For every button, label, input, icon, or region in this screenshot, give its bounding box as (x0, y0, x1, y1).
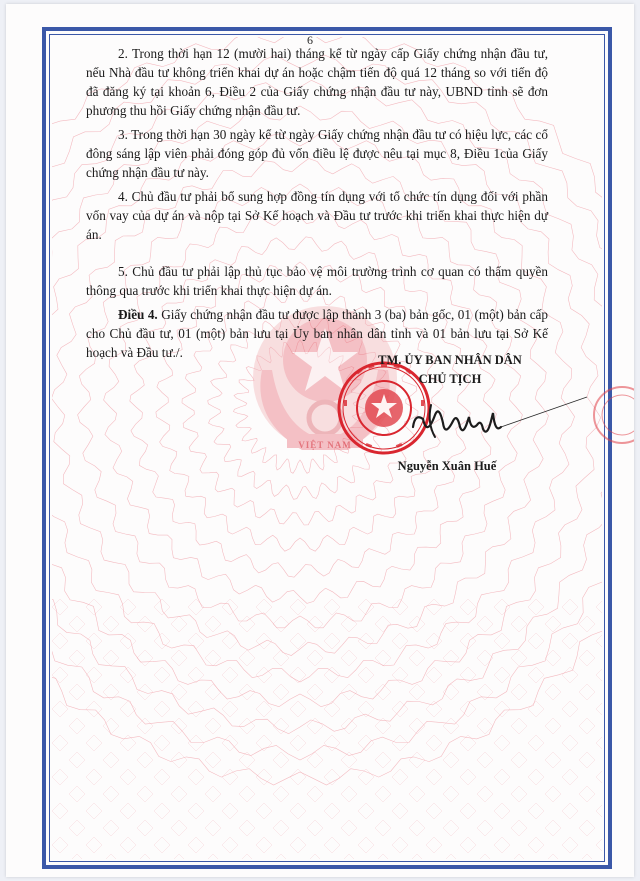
margin-stamp-icon (586, 380, 634, 450)
emblem-label: VIỆT NAM (298, 440, 352, 450)
clause-2: 2. Trong thời hạn 12 (mười hai) tháng kể từ ngày cấp Giấy chứng nhận đầu tư, nếu Nhà đầu tư không triển khai dự án hoặc chậm tiến độ quá 12 tháng so với tiến độ đã đăng ký tại khoản 6, Điều 2 của Giấy chứng nhận đầu tư này, UBND tỉnh sẽ đơn phương thu hồi Giấy chứng nhận đầu tư. (86, 46, 548, 118)
document-body (86, 44, 548, 367)
article-4-label: Điều 4. (118, 307, 158, 322)
signer-name: Nguyễn Xuân Huế (397, 459, 497, 473)
clause-4: 4. Chủ đầu tư phải bổ sung hợp đồng tín dụng với tổ chức tín dụng đối với phần vốn vay của dự án và nộp tại Sở Kế hoạch và Đầu tư trước khi triển khai thực hiện dự án. (86, 189, 548, 242)
position-label: CHỦ TỊCH (418, 372, 482, 386)
clause-3: 3. Trong thời hạn 30 ngày kể từ ngày Giấy chứng nhận đầu tư có hiệu lực, các cổ đông sáng lập viên phải đóng góp đủ vốn điều lệ được nêu tại mục 8, Điều 1của Giấy chứng nhận đầu tư này. (86, 127, 548, 180)
clause-5: 5. Chủ đầu tư phải lập thủ tục bảo vệ môi trường trình cơ quan có thẩm quyền thông qua trước khi triển khai thực hiện dự án. (86, 264, 548, 298)
article-4-text: Giấy chứng nhận đầu tư được lập thành 3 (ba) bản gốc, 01 (một) bản cấp cho Chủ đầu tư, 01 (một) bản lưu tại Ủy ban nhân dân tỉnh và 01 bản lưu tại Sở Kế hoạch và Đầu tư./. (86, 307, 548, 360)
signature-block (360, 351, 540, 389)
page-number: 6 (307, 33, 313, 47)
on-behalf-label: TM. ỦY BAN NHÂN DÂN (378, 353, 522, 367)
handwritten-signature-icon (405, 393, 595, 453)
